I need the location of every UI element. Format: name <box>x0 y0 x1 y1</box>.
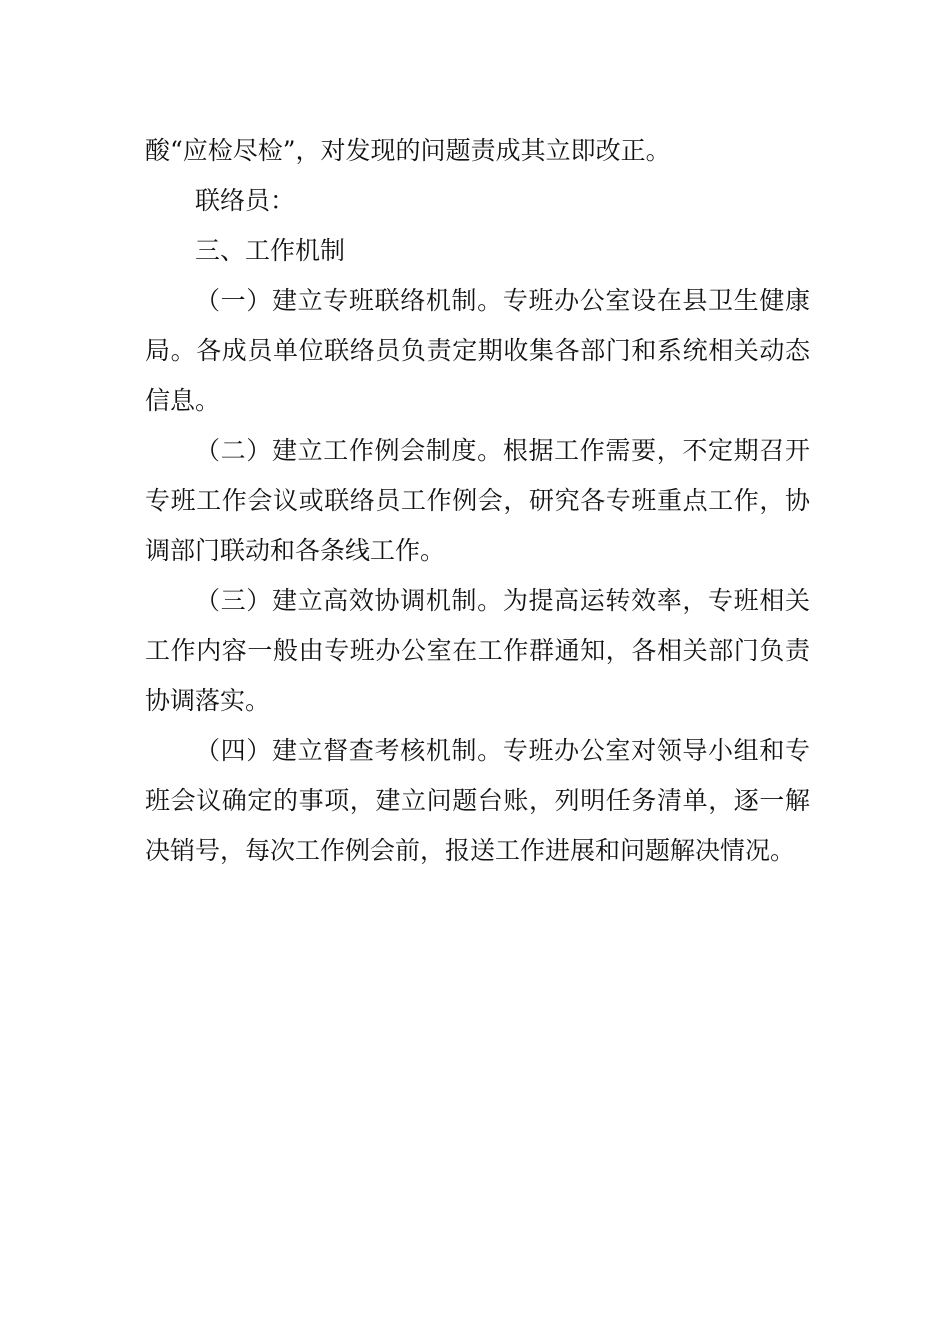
section-heading-work-mechanism: 三、工作机制 <box>195 236 346 265</box>
paragraph-liaison-mechanism: （一）建立专班联络机制。专班办公室设在县卫生健康局。各成员单位联络员负责定期收集各部门和系统相关动态信息。 <box>145 286 810 415</box>
paragraph-supervision-mechanism: （四）建立督查考核机制。专班办公室对领导小组和专班会议确定的事项，建立问题台账，列明任务清单，逐一解决销号，每次工作例会前，报送工作进展和问题解决情况。 <box>145 736 810 865</box>
paragraph-coordination-mechanism: （三）建立高效协调机制。为提高运转效率，专班相关工作内容一般由专班办公室在工作群通知，各相关部门负责协调落实。 <box>145 586 810 715</box>
liaison-label: 联络员： <box>195 186 296 215</box>
continuation-paragraph: 酸“应检尽检”，对发现的问题责成其立即改正。 <box>145 136 671 165</box>
paragraph-regular-meeting: （二）建立工作例会制度。根据工作需要，不定期召开专班工作会议或联络员工作例会，研究各专班重点工作，协调部门联动和各条线工作。 <box>145 436 810 565</box>
document-body <box>145 126 810 876</box>
